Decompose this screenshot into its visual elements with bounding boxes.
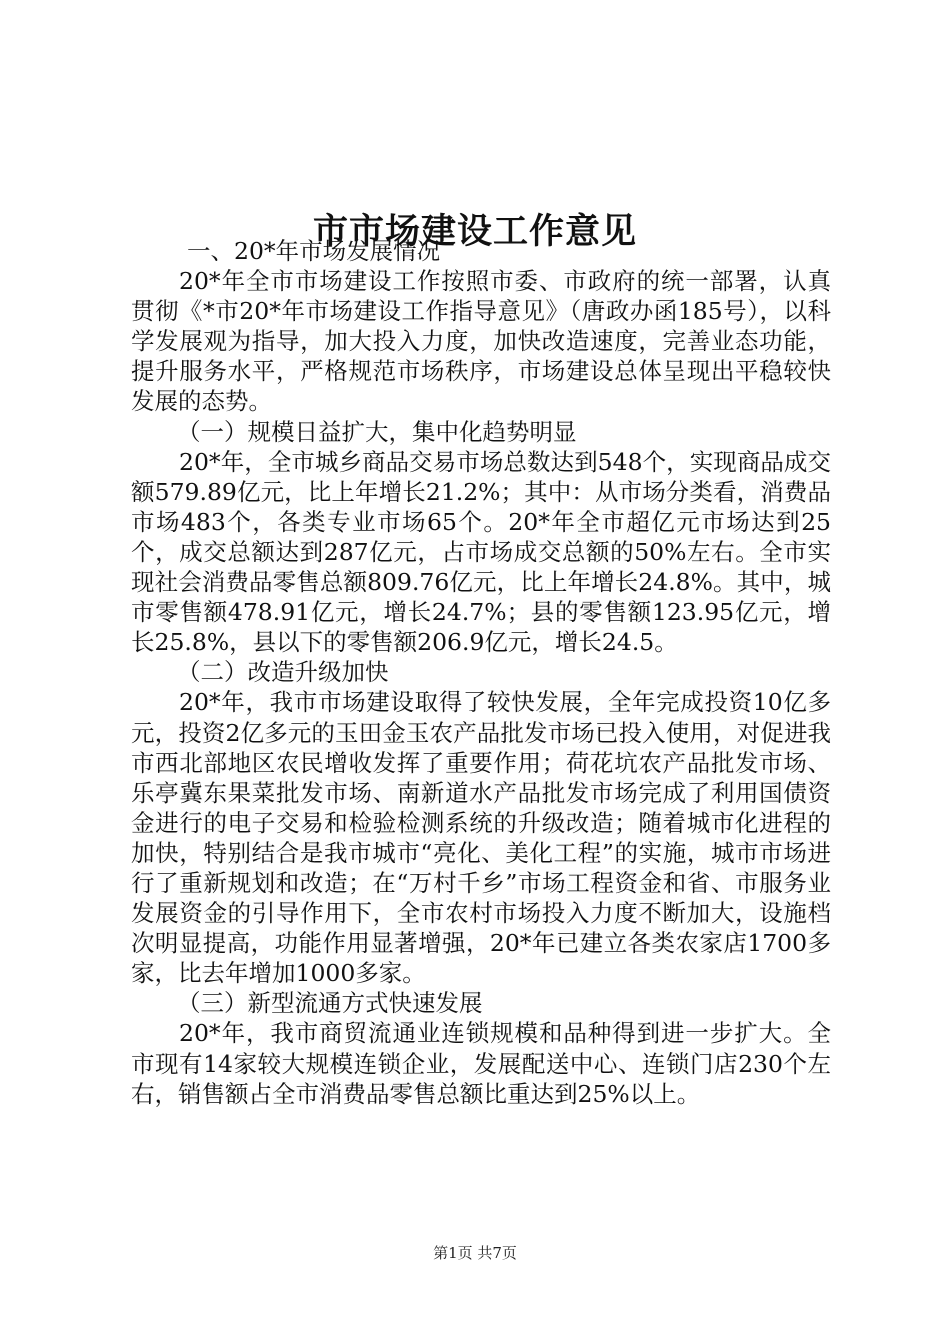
subsection-paragraph-3: 20*年，我市商贸流通业连锁规模和品种得到进一步扩大。全市现有14家较大规模连锁企业，发展配送中心、连锁门店230个左右，销售额占全市消费品零售总额比重达到25%以上。 (131, 1019, 831, 1108)
section-heading: 一、20*年市场发展情况 (187, 237, 441, 265)
subsection-heading-2: （二）改造升级加快 (177, 658, 389, 687)
subsection-heading-3: （三）新型流通方式快速发展 (177, 989, 483, 1018)
subsection-paragraph-2: 20*年，我市市场建设取得了较快发展，全年完成投资10亿多元，投资2亿多元的玉田金玉农产品批发市场已投入使用，对促进我市西北部地区农民增收发挥了重要作用；荷花坑农产品批发市场、乐亭冀东果菜批发市场、南新道水产品批发市场完成了利用国债资金进行的电子交易和检验检测系统的升级改造；随着城市化进程的加快，特别结合是我市城市“亮化、美化工程”的实施，城市市场进行了重新规划和改造；在“万村千乡”市场工程资金和省、市服务业发展资金的引导作用下，全市农村市场投入力度不断加大，设施档次明显提高，功能作用显著增强，20*年已建立各类农家店1700多家，比去年增加1000多家。 (131, 688, 831, 988)
subsection-paragraph-1: 20*年，全市城乡商品交易市场总数达到548个，实现商品成交额579.89亿元，比上年增长21.2%；其中：从市场分类看，消费品市场483个，各类专业市场65个。20*年全市超亿元市场达到25个，成交总额达到287亿元，占市场成交总额的50%左右。全市实现社会消费品零售总额809.76亿元，比上年增长24.8%。其中，城市零售额478.91亿元，增长24.7%；县的零售额123.95亿元，增长25.8%，县以下的零售额206.9亿元，增长24.5。 (131, 447, 831, 657)
document-body (131, 236, 831, 1109)
page-footer: 第1页 共7页 (433, 1244, 517, 1262)
subsection-heading-1: （一）规模日益扩大，集中化趋势明显 (177, 417, 577, 446)
document-title: 市市场建设工作意见 (312, 211, 637, 253)
intro-paragraph: 20*年全市市场建设工作按照市委、市政府的统一部署，认真贯彻《*市20*年市场建设工作指导意见》（唐政办函185号），以科学发展观为指导，加大投入力度，加快改造速度，完善业态功能，提升服务水平，严格规范市场秩序，市场建设总体呈现出平稳较快发展的态势。 (131, 267, 831, 416)
